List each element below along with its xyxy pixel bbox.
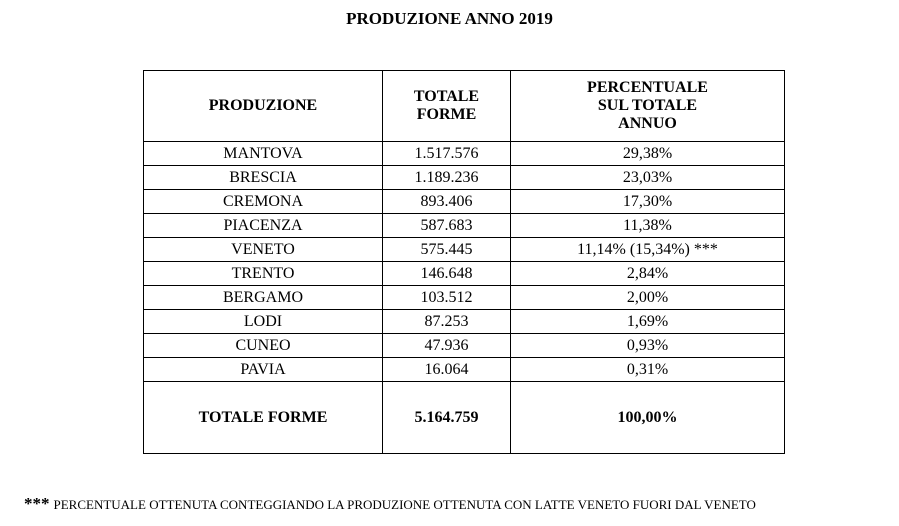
header-percentuale: [511, 71, 785, 142]
header-line: PERCENTUALE: [587, 79, 708, 96]
table-row: [144, 142, 785, 166]
cell-produzione: VENETO: [144, 238, 383, 262]
footnote: [24, 495, 756, 514]
footnote-marker: ***: [24, 494, 50, 513]
cell-percentuale: 0,31%: [511, 358, 785, 382]
table-header-row: [144, 71, 785, 142]
cell-forme: 47.936: [383, 334, 511, 358]
cell-percentuale: 0,93%: [511, 334, 785, 358]
cell-percentuale: 2,84%: [511, 262, 785, 286]
cell-produzione: CUNEO: [144, 334, 383, 358]
cell-forme: 16.064: [383, 358, 511, 382]
cell-forme: 103.512: [383, 286, 511, 310]
footnote-text: PERCENTUALE OTTENUTA CONTEGGIANDO LA PRODUZIONE OTTENUTA CON LATTE VENETO FUORI DAL VENETO: [53, 497, 756, 512]
cell-percentuale: 11,14% (15,34%) ***: [511, 238, 785, 262]
cell-percentuale: 17,30%: [511, 190, 785, 214]
header-line: ANNUO: [618, 115, 677, 132]
production-table: [143, 70, 785, 454]
table-row: [144, 286, 785, 310]
cell-produzione: BRESCIA: [144, 166, 383, 190]
cell-percentuale: 11,38%: [511, 214, 785, 238]
header-line: FORME: [416, 106, 477, 123]
cell-forme: 146.648: [383, 262, 511, 286]
table-row: [144, 310, 785, 334]
cell-percentuale: 23,03%: [511, 166, 785, 190]
table-row: [144, 262, 785, 286]
header-line: SUL TOTALE: [597, 97, 698, 114]
header-produzione: PRODUZIONE: [144, 71, 383, 142]
table-row: [144, 190, 785, 214]
table-row: [144, 214, 785, 238]
total-forme: 5.164.759: [383, 382, 511, 454]
cell-produzione: PIACENZA: [144, 214, 383, 238]
cell-forme: 587.683: [383, 214, 511, 238]
cell-forme: 87.253: [383, 310, 511, 334]
table-row: [144, 238, 785, 262]
cell-forme: 575.445: [383, 238, 511, 262]
cell-percentuale: 2,00%: [511, 286, 785, 310]
cell-produzione: LODI: [144, 310, 383, 334]
cell-forme: 1.517.576: [383, 142, 511, 166]
cell-percentuale: 29,38%: [511, 142, 785, 166]
total-row: [144, 382, 785, 454]
table-row: [144, 358, 785, 382]
cell-produzione: MANTOVA: [144, 142, 383, 166]
cell-produzione: BERGAMO: [144, 286, 383, 310]
cell-produzione: PAVIA: [144, 358, 383, 382]
cell-forme: 893.406: [383, 190, 511, 214]
table-row: [144, 166, 785, 190]
total-percentuale: 100,00%: [511, 382, 785, 454]
header-totale-forme: [383, 71, 511, 142]
page-title: PRODUZIONE ANNO 2019: [346, 9, 553, 28]
header-line: TOTALE: [413, 88, 480, 105]
cell-produzione: CREMONA: [144, 190, 383, 214]
table-row: [144, 334, 785, 358]
total-label: TOTALE FORME: [144, 382, 383, 454]
cell-percentuale: 1,69%: [511, 310, 785, 334]
cell-produzione: TRENTO: [144, 262, 383, 286]
cell-forme: 1.189.236: [383, 166, 511, 190]
